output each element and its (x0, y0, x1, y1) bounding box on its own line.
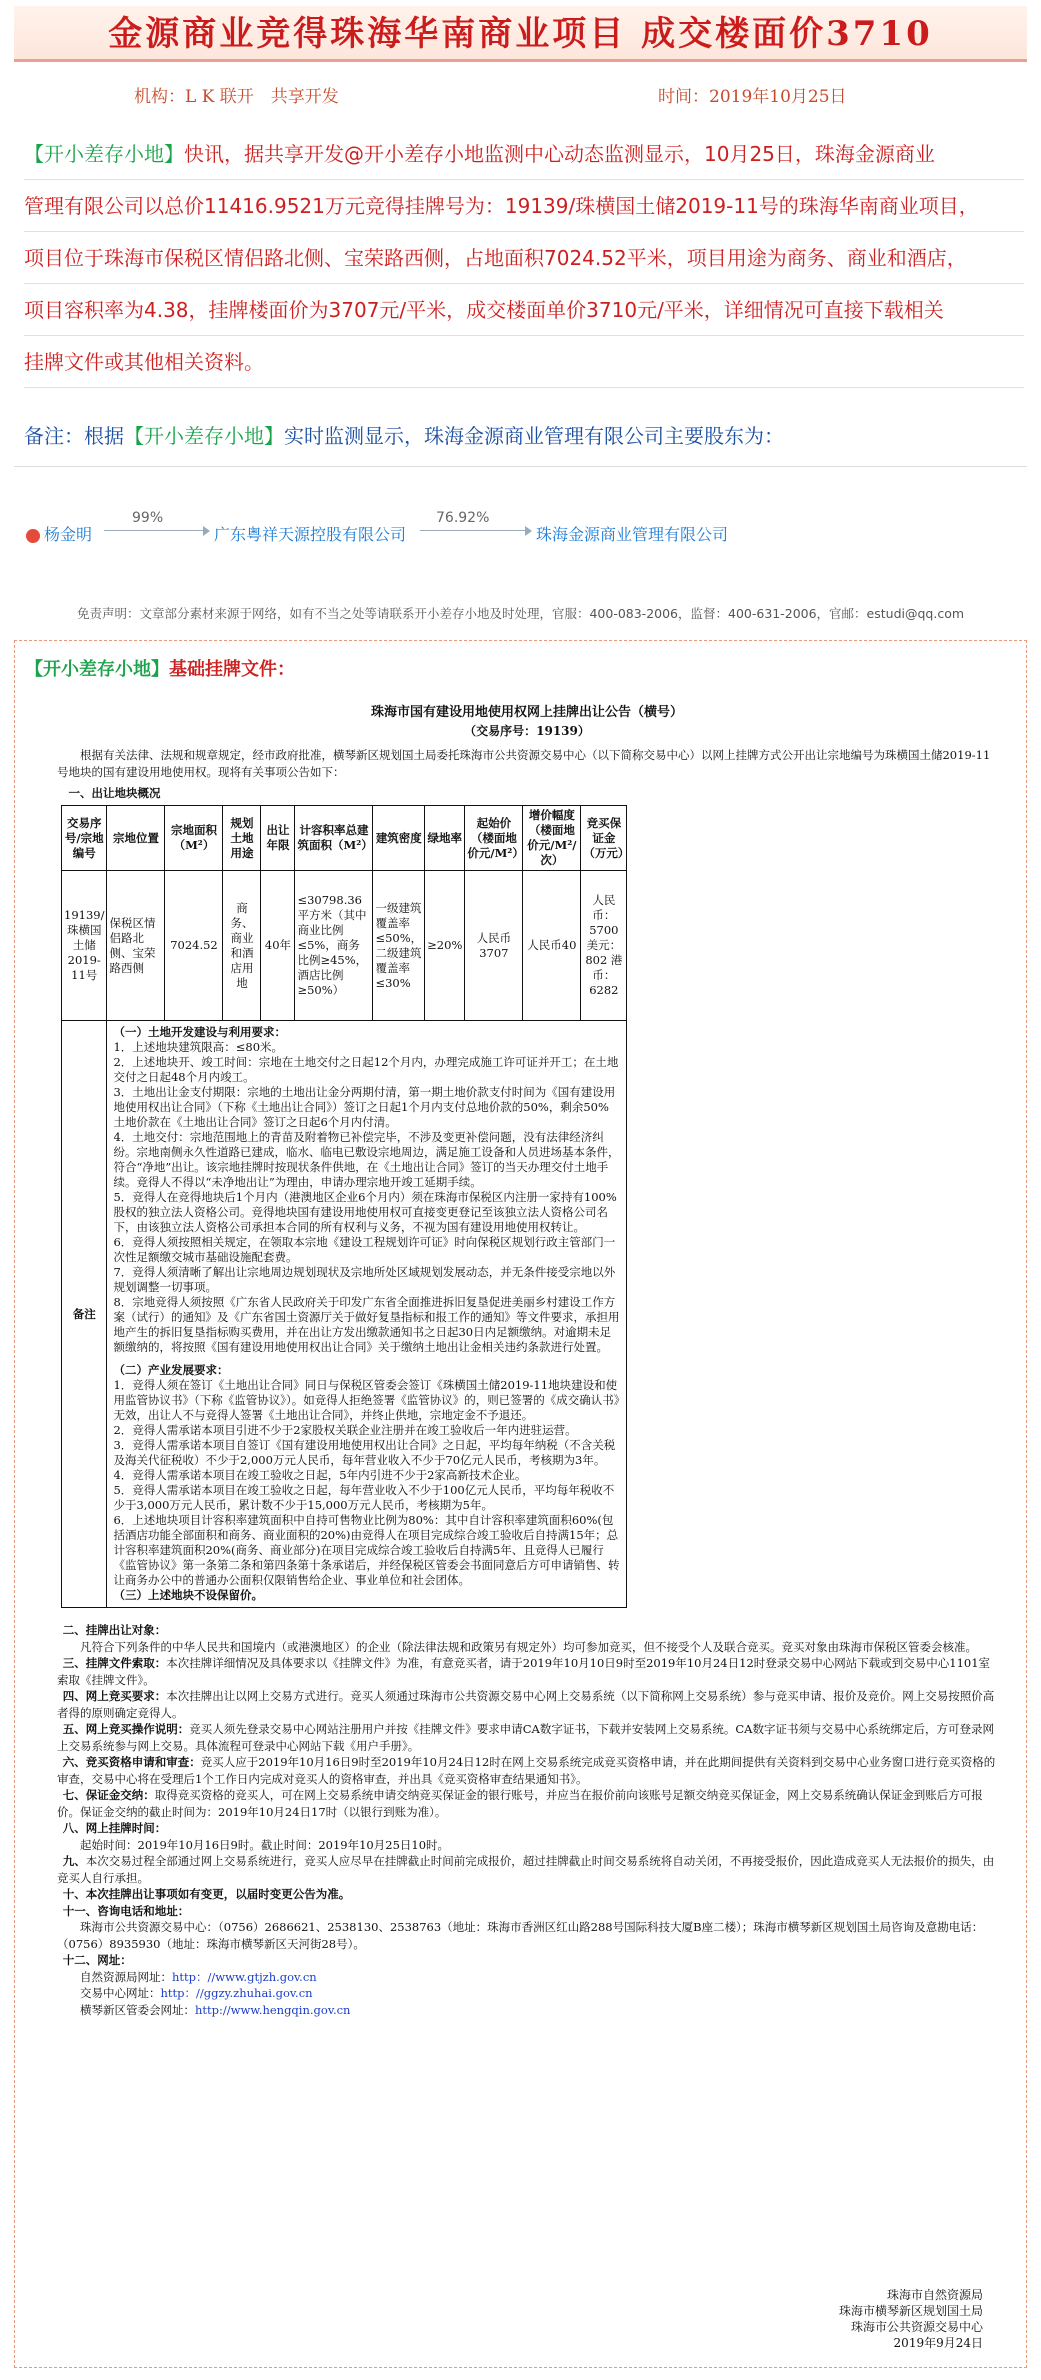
remark-item: 2．上述地块开、竣工时间：宗地在土地交付之日起12个月内，办理完成施工许可证并开工；在土地交付之日起48个月内竣工。 (113, 1055, 619, 1084)
table-row (62, 1021, 627, 1608)
table-header: 宗地面积（M²） (165, 806, 223, 871)
shareholder-chain (20, 510, 1020, 548)
lead-line: 项目容积率为4.38，挂牌楼面价为3707元/平米，成交楼面单价3710元/平米，详细情况可直接下载相关 (24, 284, 1024, 336)
lead-tag: 【开小差存小地】 (24, 142, 184, 166)
rule-item (57, 1853, 997, 1886)
remark-cell (107, 1021, 627, 1608)
site-row (57, 1969, 997, 1986)
table-header: 宗地位置 (107, 806, 165, 871)
rule-heading: 五、网上竞买操作说明： (62, 1722, 190, 1736)
time-label: 时间：2019年10月25日 (658, 87, 847, 107)
rule-heading: 八、网上挂牌时间： (62, 1821, 167, 1835)
table-cell: 商务、商业和酒店用地 (223, 871, 261, 1021)
table-row (62, 871, 627, 1021)
rule-heading: 十一、咨询电话和地址： (62, 1903, 190, 1918)
remark-label: 备注 (62, 1021, 107, 1608)
table-cell: 人民币40 (523, 871, 581, 1021)
remark-heading: （二）产业发展要求： (113, 1363, 229, 1377)
panel-title (25, 655, 295, 681)
signer: 珠海市公共资源交易中心 (850, 2320, 983, 2334)
rule-item (57, 1886, 997, 1903)
site-label: 交易中心网址： (80, 1986, 161, 2000)
remark-item: 3．土地出让金支付期限：宗地的土地出让金分两期付清，第一期土地价款支付时间为《国有建设用地使用权出让合同》（下称《土地出让合同》）签订之日起1个月内支付总地价款的50%，剩余50%土地价款在《土地出让合同》签订之日起6个月内付清。 (113, 1085, 616, 1129)
table-cell: 40年 (261, 871, 295, 1021)
listing-document (57, 697, 997, 2350)
table-cell: 7024.52 (165, 871, 223, 1021)
rule-text: 竞买人须先登录交易中心网站注册用户并按《挂牌文件》要求申请CA数字证书，下载并安装网上交易系统。CA数字证书须与交易中心系统绑定后，方可登录网上交易系统参与网上交易。具体流程可登录中心网站下载《用户手册》。 (57, 1722, 994, 1753)
rule-heading: 九、 (62, 1854, 86, 1868)
doc-title: 珠海市国有建设用地使用权网上挂牌出让公告（横号） (370, 705, 683, 720)
sign-date: 2019年9月24日 (893, 2336, 983, 2350)
person-name: 杨金明 (44, 525, 93, 544)
rule-text: 竞买人应于2019年10月16日9时至2019年10月24日12时在网上交易系统完成竞买资格申请，并在此期间提供有关资料到交易中心业务窗口进行竞买资格的审查，交易中心将在受理后1个工作日内完成对竞买人的资格审查，并出具《竞买资格审查结果通知书》。 (57, 1755, 996, 1786)
table-cell: 保税区情侣路北侧、宝荣路西侧 (107, 871, 165, 1021)
rule-text: 珠海市公共资源交易中心：（0756）2686621、2538130、2538763（地址：珠海市香洲区红山路288号国际科技大厦B座二楼）；珠海市横琴新区规划国土局咨询及意勘电话：（0756）8935930（地址：珠海市横琴新区天河街28号）。 (57, 1920, 984, 1951)
org-label: 机构：L K 联开 共享开发 (134, 87, 339, 107)
remark-item: 1．上述地块建筑限高：≤80米。 (113, 1040, 284, 1054)
remark-heading: （三）上述地块不设保留价。 (113, 1588, 263, 1602)
rule-item (57, 1622, 997, 1655)
company-node[interactable]: 广东粤祥天源控股有限公司 (214, 525, 407, 544)
site-label: 自然资源局网址： (80, 1969, 172, 1984)
title-banner (14, 6, 1027, 62)
person-icon (26, 529, 40, 543)
rule-text: 本次交易过程全部通过网上交易系统进行，竞买人应尽早在挂牌截止时间前完成报价，超过挂牌截止时间交易系统将自动关闭，不再接受报价，因此造成竞买人无法报价的损失，由竞买人自行承担。 (57, 1854, 995, 1885)
site-row (57, 1985, 997, 2002)
table-cell: ≤30798.36平方米（其中商业比例≤5%，商务比例≥45%，酒店比例≥50%） (295, 871, 373, 1021)
table-header: 绿地率 (425, 806, 465, 871)
lead-line (24, 128, 1024, 180)
lead-line: 管理有限公司以总价11416.9521万元竞得挂牌号为：19139/珠横国土储2019-11号的珠海华南商业项目， (24, 180, 1024, 232)
rule-item (57, 1903, 997, 1953)
table-cell: ≥20% (425, 871, 465, 1021)
meta-row (0, 82, 1041, 112)
table-header: 规划土地用途 (223, 806, 261, 871)
remark-item: 5．竞得人在竞得地块后1个月内（港澳地区企业6个月内）须在珠海市保税区内注册一家持有100%股权的独立法人资格公司。竞得地块国有建设用地使用权可直接变更登记至该独立法人资格公司名下，由该独立法人资格公司承担本合同的所有权利与义务，不视为国有建设用地使用权转让。 (113, 1190, 617, 1234)
panel-title-text: 基础挂牌文件： (169, 659, 295, 680)
table-cell: 人民币3707 (465, 871, 523, 1021)
holding-percent: 99% (132, 510, 164, 526)
note-prefix: 备注：根据 (24, 424, 124, 448)
page-title: 金源商业竞得珠海华南商业项目 成交楼面价3710 (108, 14, 933, 54)
table-header: 竞买保证金（万元） (581, 806, 627, 871)
rule-item (57, 1655, 997, 1688)
doc-subtitle: （交易序号：19139） (464, 724, 590, 738)
rules-section (57, 1622, 997, 2018)
table-header: 交易序号/宗地编号 (62, 806, 107, 871)
attachment-panel (14, 640, 1027, 2368)
note-text: 实时监测显示，珠海金源商业管理有限公司主要股东为： (284, 424, 784, 448)
remark-item: 6．上述地块项目计容积率建筑面积中自持可售物业比例为80%：其中自计容积率建筑面积60%(包括酒店功能全部面积和商务、商业面积的20%)由竞得人在项目完成综合竣工验收后自持满15年；总计容积率建筑面积20%(商务、商业部分)在项目完成综合竣工验收后自持满5年、且竞得人已履行《监管协议》第一条第二条和第四条第十条承诺后，并经保税区管委会书面同意后方可申请销售、转让商务办公中的普通办公面积仅限销售给企业、事业单位和社会团体。 (113, 1513, 620, 1587)
note-tag: 【开小差存小地】 (124, 424, 284, 448)
signature-block (743, 2287, 983, 2351)
lead-line: 项目位于珠海市保税区情侣路北侧、宝荣路西侧，占地面积7024.52平米，项目用途为商务、商业和酒店， (24, 232, 1024, 284)
rule-item (57, 1820, 997, 1853)
remark-item: 5．竞得人需承诺本项目在竣工验收之日起，每年营业收入不少于100亿元人民币，平均每年税收不少于3,000万元人民币，累计数不少于15,000万元人民币，考核期为5年。 (113, 1483, 615, 1512)
rule-text: 取得竞买资格的竞买人，可在网上交易系统申请交纳竞买保证金的银行账号，并应当在报价前向该账号足额交纳竞买保证金，网上交易系统确认保证金到账后方可报价。保证金交纳的截止时间为：2019年10月24日17时（以银行到账为准）。 (57, 1788, 983, 1819)
company-node[interactable]: 珠海金源商业管理有限公司 (536, 525, 729, 544)
remark-item: 8．宗地竞得人须按照《广东省人民政府关于印发广东省全面推进拆旧复垦促进美丽乡村建设工作方案（试行）的通知》及《广东省国土资源厅关于做好复垦指标和报工作的通知》等文件要求，承担用地产生的拆旧复垦指标购买费用，并在出让方发出缴款通知书之日起30日内足额缴纳。对逾期未足额缴纳的，将按照《国有建设用地使用权出让合同》关于缴纳土地出让金相关违约条款进行处置。 (113, 1295, 620, 1354)
signer: 珠海市自然资源局 (886, 2288, 983, 2302)
disclaimer: 免责声明：文章部分素材来源于网络，如有不当之处等请联系开小差存小地及时处理，官服：400-083-2006，监督：400-631-2006，官邮：estudi@qq.com (76, 606, 965, 621)
remark-item: 4．土地交付：宗地范围地上的青苗及附着物已补偿完毕，不涉及变更补偿问题，没有法律经济纠纷。宗地南侧永久性道路已建成，临水、临电已敷设宗地周边，满足施工设备和人员进场基本条件，符合“净地”出让。该宗地挂牌时按现状条件供地，在《土地出让合同》签订的当天办理交付土地手续。竞得人不得以“未净地出让”为理由，申请办理宗地开竣工延期手续。 (113, 1130, 620, 1189)
doc-section-heading: 一、出让地块概况 (68, 786, 161, 800)
holding-percent: 76.92% (436, 510, 490, 526)
remark-item: 1．竞得人须在签订《土地出让合同》同日与保税区管委会签订《珠横国土储2019-11地块建设和使用监管协议书》（下称《监管协议》）。如竞得人拒绝签署《监管协议》的，则已签署的《成交确认书》无效，出让人不与竞得人签署《土地出让合同》，并终止供地，宗地定金不予退还。 (113, 1378, 620, 1422)
rule-heading: 六、竞买资格申请和审查： (62, 1755, 201, 1769)
arrow-icon (104, 530, 208, 531)
site-row (57, 2002, 997, 2019)
table-header: 建筑密度 (373, 806, 425, 871)
table-header: 起始价（楼面地价元/M²） (465, 806, 523, 871)
panel-tag: 【开小差存小地】 (25, 659, 169, 680)
remark-item: 3．竞得人需承诺本项目自签订《国有建设用地使用权出让合同》之日起，平均每年纳税（不含关税及海关代征税收）不少于2,000万元人民币，每年营业收入不少于70亿元人民币，考核期为3年。 (113, 1438, 616, 1467)
lead-text: 快讯，据共享开发@开小差存小地监测中心动态监测显示，10月25日，珠海金源商业 (184, 142, 935, 166)
table-cell: 人民币：5700 美元：802 港币：6282 (581, 871, 627, 1021)
table-header: 出让年限 (261, 806, 295, 871)
arrow-icon (420, 530, 530, 531)
site-link[interactable]: http：//ggzy.zhuhai.gov.cn (160, 1986, 313, 2000)
rule-heading: 七、保证金交纳： (62, 1788, 155, 1802)
rule-heading: 十、本次挂牌出让事项如有变更，以届时变更公告为准。 (62, 1887, 351, 1901)
rule-heading: 四、网上竞买要求： (62, 1689, 167, 1703)
remark-heading: （一）土地开发建设与利用要求： (113, 1025, 286, 1039)
rule-item (57, 1787, 997, 1820)
person-node[interactable] (26, 522, 92, 545)
remark-item: 7．竞得人须清晰了解出让宗地周边规划现状及宗地所处区域规划发展动态，并无条件接受宗地以外规划调整一切事项。 (113, 1265, 616, 1294)
site-link[interactable]: http://www.hengqin.gov.cn (195, 2002, 351, 2017)
lead-line: 挂牌文件或其他相关资料。 (24, 336, 1024, 388)
rule-heading: 二、挂牌出让对象： (62, 1623, 167, 1637)
rule-text: 本次挂牌出让以网上交易方式进行。竞买人须通过珠海市公共资源交易中心网上交易系统（以下简称网上交易系统）参与竞买申请、报价及竞价。网上交易按照价高者得的原则确定竞得人。 (57, 1689, 995, 1720)
rule-heading: 十二、网址： (62, 1953, 132, 1967)
remark-item: 4．竞得人需承诺本项目在竣工验收之日起，5年内引进不少于2家高新技术企业。 (113, 1468, 527, 1482)
doc-intro: 根据有关法律、法规和规章规定，经市政府批准，横琴新区规划国土局委托珠海市公共资源交易中心（以下简称交易中心）以网上挂牌方式公开出让宗地编号为珠横国土储2019-11号地块的国有建设用地使用权。现将有关事项公告如下： (57, 748, 991, 779)
signer: 珠海市横琴新区规划国土局 (838, 2304, 983, 2318)
divider (14, 466, 1027, 467)
remark-item: 6．竞得人须按照相关规定，在领取本宗地《建设工程规划许可证》时向保税区规划行政主管部门一次性足额缴交城市基础设施配套费。 (113, 1235, 616, 1264)
rule-text: 凡符合下列条件的中华人民共和国境内（或港澳地区）的企业（除法律法规和政策另有规定外）均可参加竞买，但不接受个人及联合竞买。竞买对象由珠海市保税区管委会核准。 (80, 1639, 977, 1654)
rule-text: 起始时间：2019年10月16日9时。截止时间：2019年10月25日10时。 (80, 1837, 450, 1852)
rule-item (57, 1688, 997, 1721)
rule-heading: 三、挂牌文件索取： (62, 1656, 167, 1670)
remark-item: 2．竞得人需承诺本项目引进不少于2家股权关联企业注册并在竣工验收后一年内进驻运营。 (113, 1423, 577, 1437)
table-header: 增价幅度（楼面地价元/M²/次） (523, 806, 581, 871)
parcel-table (61, 805, 630, 1608)
table-header-row (62, 806, 627, 871)
table-header: 计容积率总建筑面积（M²） (295, 806, 373, 871)
site-label: 横琴新区管委会网址： (80, 2002, 195, 2017)
rule-item (57, 1952, 997, 1969)
shareholder-note (24, 420, 784, 449)
table-cell: 19139/珠横国土储2019-11号 (62, 871, 107, 1021)
rule-item (57, 1721, 997, 1754)
rule-text: 本次挂牌详细情况及具体要求以《挂牌文件》为准，有意竞买者，请于2019年10月10日9时至2019年10月24日12时登录交易中心网站下载或到交易中心1101室索取《挂牌文件》。 (57, 1656, 991, 1687)
lead-paragraph (24, 128, 1024, 388)
site-link[interactable]: http：//www.gtjzh.gov.cn (172, 1969, 317, 1984)
table-cell: 一级建筑覆盖率≤50%，二级建筑覆盖率≤30% (373, 871, 425, 1021)
rule-item (57, 1754, 997, 1787)
